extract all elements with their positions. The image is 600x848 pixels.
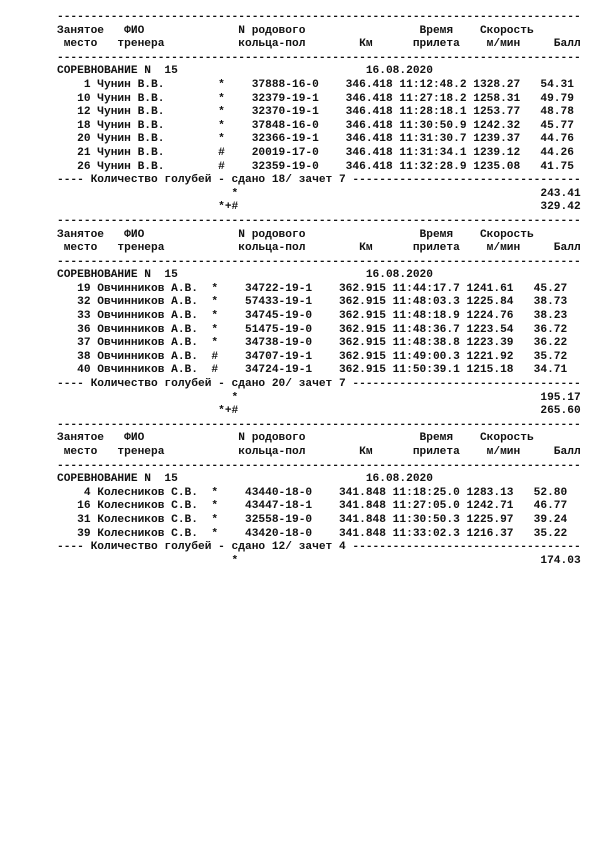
report-line: ------------------------------------------------------------------------------ <box>57 418 581 431</box>
report-line: СОРЕВНОВАНИЕ N 15 16.08.2020 <box>57 473 433 486</box>
report-line: ---- Количество голубей - сдано 12/ зачет 4 ---------------------------------- <box>57 541 581 554</box>
report-line: 26 Чунин В.В. # 32359-19-0 346.418 11:32:28.9 1235.08 41.75 <box>57 160 574 173</box>
report-line: 20 Чунин В.В. * 32366-19-1 346.418 11:31:30.7 1239.37 44.76 <box>57 133 574 146</box>
report-line: 19 Овчинников А.В. * 34722-19-1 362.915 11:44:17.7 1241.61 45.27 <box>57 282 568 295</box>
report-line: 38 Овчинников А.В. # 34707-19-1 362.915 11:49:00.3 1221.92 35.72 <box>57 350 568 363</box>
report-line: 4 Колесников С.В. * 43440-18-0 341.848 11:18:25.0 1283.13 52.80 <box>57 486 568 499</box>
report-line: 33 Овчинников А.В. * 34745-19-0 362.915 11:48:18.9 1224.76 38.23 <box>57 310 568 323</box>
report-line: место тренера кольца-пол Км прилета м/мин Балл <box>57 38 581 51</box>
report-line: 37 Овчинников А.В. * 34738-19-0 362.915 11:48:38.8 1223.39 36.22 <box>57 337 568 350</box>
report-line: 40 Овчинников А.В. # 34724-19-1 362.915 11:50:39.1 1215.18 34.71 <box>57 364 568 377</box>
report-line: место тренера кольца-пол Км прилета м/мин Балл <box>57 242 581 255</box>
report-line: СОРЕВНОВАНИЕ N 15 16.08.2020 <box>57 269 433 282</box>
report-line: ---- Количество голубей - сдано 18/ зачет 7 ---------------------------------- <box>57 174 581 187</box>
report-line: * 174.03 <box>57 554 581 567</box>
report-line: 32 Овчинников А.В. * 57433-19-1 362.915 11:48:03.3 1225.84 38.73 <box>57 296 568 309</box>
report-line: 16 Колесников С.В. * 43447-18-1 341.848 11:27:05.0 1242.71 46.77 <box>57 500 568 513</box>
report-line: *+# 265.60 <box>57 405 581 418</box>
report-line: *+# 329.42 <box>57 201 581 214</box>
report-line: ------------------------------------------------------------------------------ <box>57 51 581 64</box>
report-line: ------------------------------------------------------------------------------ <box>57 11 581 23</box>
report-line: ------------------------------------------------------------------------------ <box>57 459 581 472</box>
report-line: СОРЕВНОВАНИЕ N 15 16.08.2020 <box>57 65 433 78</box>
report-line: ------------------------------------------------------------------------------ <box>57 214 581 227</box>
report-line: * 195.17 <box>57 391 581 404</box>
report-line: Занятое ФИО N родового Время Скорость <box>57 432 534 445</box>
report-line: ------------------------------------------------------------------------------ <box>57 255 581 268</box>
report-line: 36 Овчинников А.В. * 51475-19-0 362.915 11:48:36.7 1223.54 36.72 <box>57 323 568 336</box>
report-line: 21 Чунин В.В. # 20019-17-0 346.418 11:31:34.1 1239.12 44.26 <box>57 146 574 159</box>
report-line: * 243.41 <box>57 187 581 200</box>
report-line: 18 Чунин В.В. * 37848-16-0 346.418 11:30:50.9 1242.32 45.77 <box>57 119 574 132</box>
report-line: Занятое ФИО N родового Время Скорость <box>57 24 534 37</box>
report-line: ---- Количество голубей - сдано 20/ зачет 7 ---------------------------------- <box>57 378 581 391</box>
report-line: 31 Колесников С.В. * 32558-19-0 341.848 11:30:50.3 1225.97 39.24 <box>57 513 568 526</box>
report-line: 12 Чунин В.В. * 32370-19-1 346.418 11:28:18.1 1253.77 48.78 <box>57 106 574 119</box>
report-line: 10 Чунин В.В. * 32379-19-1 346.418 11:27:18.2 1258.31 49.79 <box>57 92 574 105</box>
report-line: 39 Колесников С.В. * 43420-18-0 341.848 11:33:02.3 1216.37 35.22 <box>57 527 568 540</box>
report-line: место тренера кольца-пол Км прилета м/мин Балл <box>57 446 581 458</box>
report-line: 1 Чунин В.В. * 37888-16-0 346.418 11:12:48.2 1328.27 54.31 <box>57 78 574 91</box>
report-line: Занятое ФИО N родового Время Скорость <box>57 228 534 241</box>
